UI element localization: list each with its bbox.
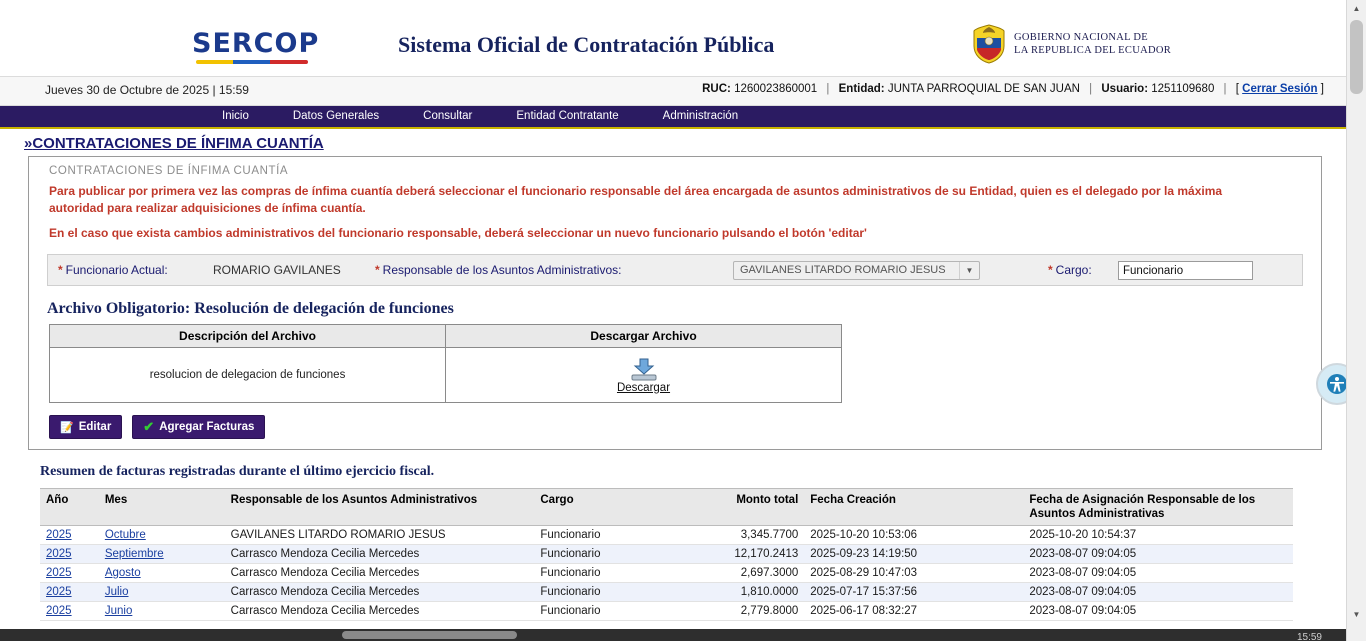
table-row[interactable] [40, 602, 1293, 621]
mes-link[interactable]: Agosto [104, 567, 141, 579]
cell-anio[interactable] [40, 583, 99, 602]
responsable-select-value: GAVILANES LITARDO ROMARIO JESUS [740, 264, 946, 276]
logout-link[interactable]: Cerrar Sesión [1242, 83, 1318, 95]
cargo-label [1048, 263, 1092, 277]
col-mes[interactable]: Mes [99, 489, 225, 526]
cell-mes[interactable] [99, 526, 225, 545]
archivo-col-descripcion: Descripción del Archivo [50, 325, 446, 348]
nav-item-administracion[interactable]: Administración [662, 110, 739, 122]
cell-anio[interactable] [40, 602, 99, 621]
cell-cargo: Funcionario [534, 583, 662, 602]
anio-link[interactable]: 2025 [46, 529, 72, 541]
cell-mes[interactable] [99, 583, 225, 602]
col-fecha-asignacion[interactable]: Fecha de Asignación Responsable de los Asuntos Administrativas [1023, 489, 1293, 526]
logout-bracket-open: [ [1235, 83, 1239, 95]
cell-responsable: Carrasco Mendoza Cecilia Mercedes [225, 545, 535, 564]
cell-monto: 1,810.0000 [662, 583, 804, 602]
taskbar-clock: 15:59 [1296, 632, 1322, 643]
gov-line-2: LA REPUBLICA DEL ECUADOR [1014, 45, 1172, 56]
cell-cargo: Funcionario [534, 545, 662, 564]
cell-fecha-creacion: 2025-08-29 10:47:03 [804, 564, 1023, 583]
archivo-table [49, 324, 842, 403]
archivo-table-header-row [50, 325, 842, 348]
warning-text-1: Para publicar por primera vez las compras de ínfima cuantía deberá seleccionar el funcionario responsable del área encargada de asuntos administrativos de su Entidad, quien es el delegado por la máxima autoridad para realizar adquisiciones de ínfima cuantía. [49, 184, 1223, 215]
logout-bracket-close: ] [1320, 83, 1324, 95]
summary-header-row [40, 489, 1293, 526]
cell-cargo: Funcionario [534, 602, 662, 621]
cell-anio[interactable] [40, 526, 99, 545]
scroll-down-arrow-icon[interactable]: ▼ [1347, 606, 1366, 623]
cell-fecha-asignacion: 2023-08-07 09:04:05 [1023, 602, 1293, 621]
mes-link[interactable]: Julio [104, 586, 129, 598]
page-title-text: CONTRATACIONES DE ÍNFIMA CUANTÍA [32, 135, 324, 152]
col-monto[interactable]: Monto total [662, 489, 804, 526]
agregar-facturas-button[interactable] [132, 415, 265, 439]
table-row[interactable] [40, 545, 1293, 564]
cell-mes[interactable] [99, 602, 225, 621]
page-main-title: Sistema Oficial de Contratación Pública [398, 32, 775, 57]
col-anio[interactable]: Año [40, 489, 99, 526]
divider-2: | [1089, 83, 1093, 95]
usuario-value: 1251109680 [1151, 83, 1215, 95]
divider-3: | [1223, 83, 1227, 95]
gov-line-1: GOBIERNO NACIONAL DE [1014, 32, 1148, 43]
cargo-label-text: Cargo: [1055, 263, 1092, 277]
ruc-value: 1260023860001 [734, 83, 818, 95]
funcionario-actual-label [58, 263, 168, 277]
edit-icon: 📝 [60, 421, 74, 434]
archivo-descargar-cell[interactable] [446, 348, 842, 403]
download-icon [629, 357, 659, 381]
accessibility-icon [1326, 373, 1348, 395]
cell-responsable: Carrasco Mendoza Cecilia Mercedes [225, 583, 535, 602]
anio-link[interactable]: 2025 [46, 586, 72, 598]
descargar-link[interactable]: Descargar [616, 381, 671, 394]
cell-monto: 2,697.3000 [662, 564, 804, 583]
anio-link[interactable]: 2025 [46, 567, 72, 579]
col-fecha-creacion[interactable]: Fecha Creación [804, 489, 1023, 526]
government-emblem-block [972, 24, 1171, 64]
table-row[interactable] [40, 583, 1293, 602]
ruc-label: RUC: [702, 83, 731, 95]
check-icon: ✔ [143, 419, 155, 434]
cell-fecha-creacion: 2025-09-23 14:19:50 [804, 545, 1023, 564]
summary-title: Resumen de facturas registradas durante el último ejercicio fiscal. [40, 464, 435, 479]
funcionario-actual-label-text: Funcionario Actual: [65, 263, 168, 277]
cell-fecha-creacion: 2025-10-20 10:53:06 [804, 526, 1023, 545]
action-buttons [49, 415, 1311, 439]
nav-item-datos-generales[interactable]: Datos Generales [292, 110, 380, 122]
cell-anio[interactable] [40, 564, 99, 583]
session-info-bar [0, 76, 1346, 106]
entidad-label: Entidad: [838, 83, 885, 95]
infima-cuantia-panel [28, 156, 1322, 450]
nav-item-entidad-contratante[interactable]: Entidad Contratante [516, 110, 619, 122]
cell-responsable: Carrasco Mendoza Cecilia Mercedes [225, 564, 535, 583]
cell-cargo: Funcionario [534, 526, 662, 545]
table-row[interactable] [40, 526, 1293, 545]
session-details [702, 83, 1324, 95]
vertical-scrollbar-thumb[interactable] [1350, 20, 1363, 94]
cell-mes[interactable] [99, 545, 225, 564]
cargo-input[interactable]: Funcionario [1118, 261, 1253, 280]
cell-monto: 12,170.2413 [662, 545, 804, 564]
table-row[interactable] [40, 564, 1293, 583]
cell-cargo: Funcionario [534, 564, 662, 583]
agregar-facturas-button-label: Agregar Facturas [159, 421, 255, 433]
responsable-form-row [47, 254, 1303, 286]
cell-responsable: GAVILANES LITARDO ROMARIO JESUS [225, 526, 535, 545]
mes-link[interactable]: Septiembre [104, 548, 164, 560]
cell-monto: 3,345.7700 [662, 526, 804, 545]
chevron-down-icon: ▼ [959, 262, 979, 279]
nav-item-consultar[interactable]: Consultar [423, 110, 473, 122]
logo-underline-decoration [196, 60, 308, 64]
taskbar-horizontal-scrollbar[interactable] [0, 629, 1346, 641]
cell-fecha-creacion: 2025-07-17 15:37:56 [804, 583, 1023, 602]
ecuador-shield-icon [972, 24, 1006, 64]
nav-items [200, 106, 760, 127]
cell-mes[interactable] [99, 564, 225, 583]
archivo-col-descargar: Descargar Archivo [446, 325, 842, 348]
scroll-up-arrow-icon[interactable]: ▲ [1347, 0, 1366, 17]
nav-item-inicio[interactable]: Inicio [222, 110, 249, 122]
cell-fecha-asignacion: 2023-08-07 09:04:05 [1023, 564, 1293, 583]
current-datetime: Jueves 30 de Octubre de 2025 | 15:59 [45, 83, 249, 97]
page-title [24, 135, 1346, 152]
anio-link[interactable]: 2025 [46, 548, 72, 560]
sercop-logo: SERCOP [192, 28, 320, 59]
cell-fecha-asignacion: 2023-08-07 09:04:05 [1023, 583, 1293, 602]
vertical-scrollbar[interactable] [1346, 0, 1366, 641]
divider-1: | [826, 83, 830, 95]
responsable-label [375, 263, 621, 277]
editar-button[interactable] [49, 415, 122, 439]
facturas-summary-table [40, 488, 1293, 621]
main-navigation [0, 106, 1346, 129]
cell-fecha-creacion: 2025-06-17 08:32:27 [804, 602, 1023, 621]
cell-monto: 2,779.8000 [662, 602, 804, 621]
horizontal-scrollbar-thumb[interactable] [342, 631, 517, 639]
warning-text-2: En el caso que exista cambios administrativos del funcionario responsable, deberá seleccionar un nuevo funcionario pulsando el botón 'editar' [49, 226, 867, 240]
cell-fecha-asignacion: 2025-10-20 10:54:37 [1023, 526, 1293, 545]
required-asterisk-2: * [375, 263, 380, 277]
required-asterisk-1: * [58, 263, 63, 277]
archivo-table-row [50, 348, 842, 403]
editar-button-label: Editar [78, 421, 112, 433]
usuario-label: Usuario: [1101, 83, 1149, 95]
chevron-right-icon: » [24, 135, 33, 152]
cell-responsable: Carrasco Mendoza Cecilia Mercedes [225, 602, 535, 621]
panel-caption: CONTRATACIONES DE ÍNFIMA CUANTÍA [49, 165, 289, 177]
cell-fecha-asignacion: 2023-08-07 09:04:05 [1023, 545, 1293, 564]
col-cargo[interactable]: Cargo [534, 489, 662, 526]
col-responsable[interactable]: Responsable de los Asuntos Administrativos [225, 489, 535, 526]
funcionario-actual-value: ROMARIO GAVILANES [213, 263, 341, 277]
government-text [1014, 31, 1171, 57]
mes-link[interactable]: Octubre [104, 529, 146, 541]
responsable-select[interactable] [733, 261, 980, 280]
site-header [0, 0, 1346, 76]
archivo-descripcion-value: resolucion de delegacion de funciones [50, 348, 446, 403]
required-asterisk-3: * [1048, 263, 1053, 277]
responsable-label-text: Responsable de los Asuntos Administrativos: [382, 263, 622, 277]
entidad-value: JUNTA PARROQUIAL DE SAN JUAN [887, 83, 1080, 95]
archivo-section-title: Archivo Obligatorio: Resolución de delegación de funciones [47, 300, 454, 317]
cell-anio[interactable] [40, 545, 99, 564]
mes-link[interactable]: Junio [104, 605, 133, 617]
anio-link[interactable]: 2025 [46, 605, 72, 617]
